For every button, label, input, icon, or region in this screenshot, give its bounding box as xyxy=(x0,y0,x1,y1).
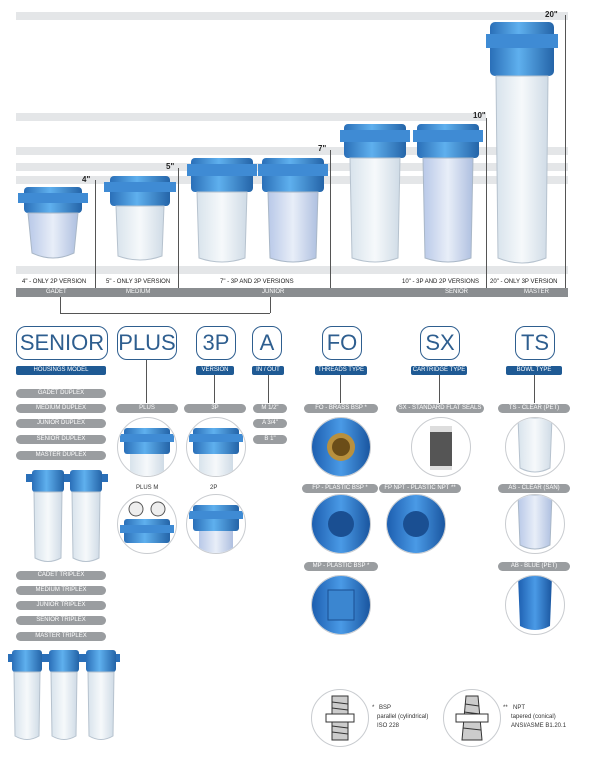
thread-option-fo: FO - BRASS BSP * xyxy=(304,404,378,413)
housing-option: MASTER TRIPLEX xyxy=(16,632,106,641)
inout-option xyxy=(253,419,287,428)
inout-code: B xyxy=(264,436,269,442)
plus-m-label: PLUS M xyxy=(136,485,159,491)
cartridge-option-sx: SX - STANDARD FLAT SEALS xyxy=(396,404,484,413)
inout-option xyxy=(253,435,287,444)
master-housing-image xyxy=(486,18,558,268)
code-3p: 3P xyxy=(196,326,236,360)
band-junior: JUNIOR xyxy=(262,289,285,295)
2p-image xyxy=(186,494,246,554)
senior-3p-housing-image xyxy=(340,120,410,266)
version-medium: 5" - ONLY 3P VERSION xyxy=(106,279,171,285)
as-bowl-image xyxy=(505,494,565,554)
size-junior: 7" xyxy=(318,144,327,153)
plus-option: PLUS xyxy=(116,404,178,413)
senior-2p-housing-image xyxy=(413,120,483,266)
header-bowl-type: BOWL TYPE xyxy=(506,366,562,375)
code-fo: FO xyxy=(322,326,362,360)
size-gadget: 4" xyxy=(82,175,91,184)
npt-mark: ** xyxy=(503,705,508,711)
bsp-desc: parallel (cylindrical) xyxy=(377,714,429,720)
medium-housing-image xyxy=(104,172,176,264)
header-threads-type: THREADS TYPE xyxy=(315,366,367,375)
code-sx: SX xyxy=(420,326,460,360)
version-option-3p: 3P xyxy=(184,404,246,413)
housing-option: GADET DUPLEX xyxy=(16,389,106,398)
inout-size: 1/2" xyxy=(268,405,279,411)
version-senior: 10" - 3P AND 2P VERSIONS xyxy=(402,279,479,285)
bsp-standard: ISO 228 xyxy=(377,723,400,729)
housing-option: CADET TRIPLEX xyxy=(16,571,106,580)
plus-m-image xyxy=(117,494,177,554)
3p-image xyxy=(186,417,246,477)
inout-option xyxy=(253,404,287,413)
size-medium: 5" xyxy=(166,162,175,171)
bowl-option-as: AS - CLEAR (SAN) xyxy=(498,484,570,493)
sx-cartridge-image xyxy=(411,417,471,477)
code-senior: SENIOR xyxy=(16,326,108,360)
inout-code: M xyxy=(261,405,267,411)
thread-option-fp: FP - PLASTIC BSP * xyxy=(302,484,378,493)
npt-desc: tapered (conical) xyxy=(511,714,556,720)
housing-option: JUNIOR DUPLEX xyxy=(16,419,106,428)
band-senior: SENIOR xyxy=(445,289,469,295)
size-band xyxy=(16,288,568,297)
thread-option-mp: MP - PLASTIC BSP * xyxy=(304,562,378,571)
size-senior: 10" xyxy=(473,111,486,120)
ab-bowl-image xyxy=(505,575,565,635)
band-master: MASTER xyxy=(524,289,550,295)
code-plus: PLUS xyxy=(117,326,177,360)
housing-option: MASTER DUPLEX xyxy=(16,451,106,460)
version-gadget: 4" - ONLY 2P VERSION xyxy=(22,279,87,285)
plus-image xyxy=(117,417,177,477)
header-cartridge-type: CARTRIDGE TYPE xyxy=(412,367,466,373)
housing-option: MEDIUM TRIPLEX xyxy=(16,586,106,595)
inout-size: 3/4" xyxy=(267,420,278,426)
header-housings-model: HOUSINGS MODEL xyxy=(16,366,106,375)
thread-option-fp-npt: FP NPT - PLASTIC NPT ** xyxy=(379,484,461,493)
2p-label: 2P xyxy=(210,485,218,491)
inout-size: 1" xyxy=(270,436,276,442)
duplex-housing-image xyxy=(26,466,108,566)
housing-option: SENIOR TRIPLEX xyxy=(16,616,106,625)
inout-code: A xyxy=(262,420,266,426)
junior-3p-housing-image xyxy=(187,154,257,266)
version-junior: 7" - 3P AND 2P VERSIONS xyxy=(220,279,294,285)
header-version: VERSION xyxy=(196,366,234,375)
version-master: 20" - ONLY 3P VERSION xyxy=(490,279,558,285)
ts-bowl-image xyxy=(505,417,565,477)
mp-plastic-image xyxy=(311,575,371,635)
housing-option: MEDIUM DUPLEX xyxy=(16,404,106,413)
code-ts: TS xyxy=(515,326,555,360)
junior-2p-housing-image xyxy=(258,154,328,266)
housing-option: SENIOR DUPLEX xyxy=(16,435,106,444)
code-a: A xyxy=(252,326,282,360)
header-in-out: IN / OUT xyxy=(252,366,284,375)
npt-title: NPT xyxy=(513,705,525,711)
triplex-housing-image xyxy=(8,646,120,744)
fp-npt-image xyxy=(386,494,446,554)
fp-plastic-image xyxy=(311,494,371,554)
npt-standard: ANSI/ASME B1.20.1 xyxy=(511,723,567,729)
bowl-option-ab: AB - BLUE (PET) xyxy=(498,562,570,571)
fo-brass-image xyxy=(311,417,371,477)
npt-thread-diagram xyxy=(443,689,501,747)
bowl-option-ts: TS - CLEAR (PET) xyxy=(498,404,570,413)
bsp-thread-diagram xyxy=(311,689,369,747)
gadget-housing-image xyxy=(18,183,90,265)
bsp-mark: * xyxy=(372,705,375,711)
size-master: 20" xyxy=(545,10,558,19)
band-medium: MEDIUM xyxy=(126,289,151,295)
bsp-title: BSP xyxy=(379,705,392,711)
band-gadget: GADET xyxy=(46,289,67,295)
housing-option: JUNIOR TRIPLEX xyxy=(16,601,106,610)
